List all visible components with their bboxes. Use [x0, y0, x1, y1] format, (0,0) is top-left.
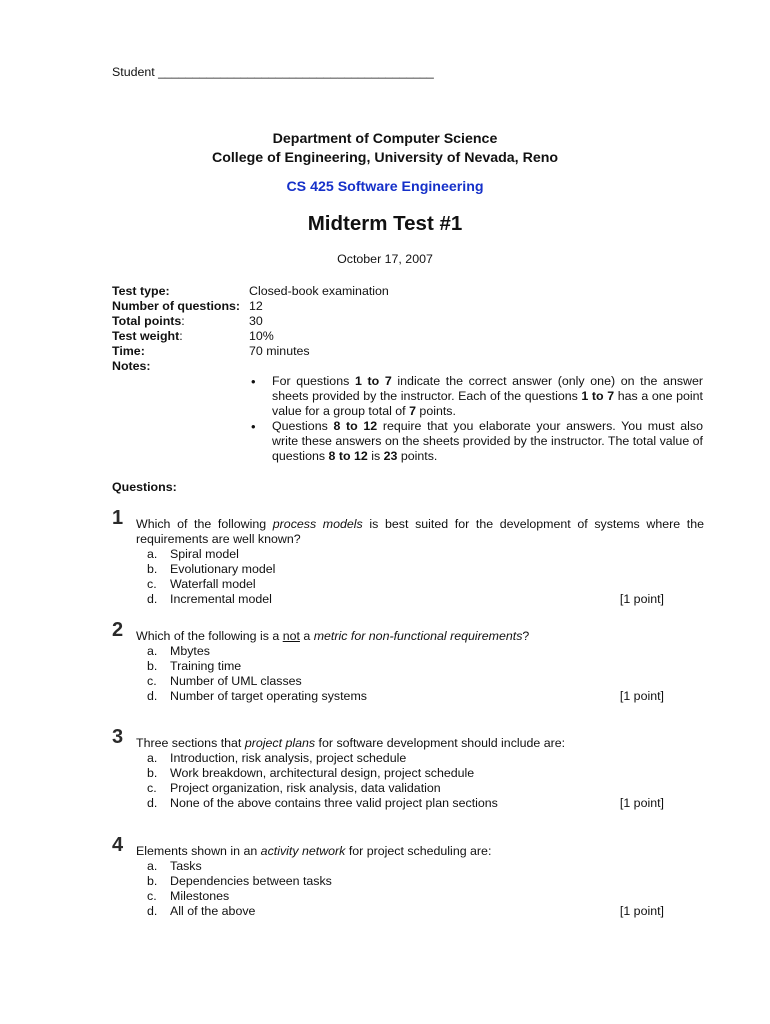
notes-label: Notes:: [112, 359, 151, 373]
question-text-part: is best suited for the development of systems where the requirements are well known?: [136, 517, 705, 546]
note-text: has a one point value for a group total of: [272, 389, 703, 418]
option-letter: d.: [147, 904, 158, 918]
question-number: 1: [112, 507, 124, 529]
question-text-part: for project scheduling are:: [345, 844, 492, 858]
student-name-line: Student ________________________________________: [112, 65, 434, 79]
option-letter: c.: [147, 674, 157, 688]
option-letter: d.: [147, 592, 158, 606]
answer-options: [147, 859, 704, 919]
question-number: 3: [112, 726, 124, 748]
colon: :: [179, 329, 183, 343]
option-letter: b.: [147, 766, 158, 780]
option-letter: a.: [147, 644, 158, 658]
num-questions-label: Number of questions:: [112, 299, 241, 313]
test-type-value: Closed-book examination: [249, 284, 389, 298]
answer-options: [147, 751, 704, 811]
note-bold: 1 to 7: [581, 389, 615, 403]
note-text: For questions: [272, 374, 355, 388]
time-label: Time:: [112, 344, 145, 358]
answer-option: [147, 889, 704, 904]
option-text: Work breakdown, architectural design, project schedule: [170, 766, 475, 780]
option-letter: b.: [147, 659, 158, 673]
option-text: Waterfall model: [170, 577, 256, 591]
answer-option: [147, 562, 704, 577]
question-underline: not: [282, 629, 300, 643]
bullet-icon: •: [251, 419, 256, 434]
answer-option: [147, 781, 704, 796]
question-text-part: Three sections that: [136, 736, 245, 750]
answer-options: [147, 547, 704, 607]
document-header: [0, 130, 770, 168]
answer-option: [147, 751, 704, 766]
note-text: indicate the correct answer (only one) on the answer sheets provided by the instructor. Each of the questions: [272, 374, 703, 403]
option-text: Evolutionary model: [170, 562, 276, 576]
points-label: [1 point]: [619, 904, 664, 918]
time-value: 70 minutes: [249, 344, 310, 358]
option-text: Incremental model: [170, 592, 272, 606]
option-text: Introduction, risk analysis, project schedule: [170, 751, 407, 765]
test-weight-label: [112, 329, 183, 344]
option-letter: b.: [147, 874, 158, 888]
option-text: Mbytes: [170, 644, 210, 658]
note-bold: 23: [383, 449, 398, 463]
question-number: 2: [112, 619, 124, 641]
test-type-label: Test type:: [112, 284, 170, 298]
notes-list: [248, 374, 703, 464]
note-item: [248, 419, 703, 464]
colon: :: [181, 314, 185, 328]
option-text: None of the above contains three valid project plan sections: [170, 796, 498, 810]
points-label: [1 point]: [619, 689, 664, 703]
question-text: [136, 517, 704, 547]
note-bold: 1 to 7: [354, 374, 392, 388]
page-title: Midterm Test #1: [307, 212, 463, 235]
points-label: [1 point]: [619, 592, 664, 606]
note-text: points.: [397, 449, 438, 463]
option-letter: c.: [147, 889, 157, 903]
option-letter: d.: [147, 689, 158, 703]
question-emphasis: process models: [272, 517, 363, 531]
note-bold: 8 to 12: [333, 419, 378, 433]
question-emphasis: project plans: [244, 736, 316, 750]
answer-option: [147, 577, 704, 592]
option-text: Training time: [170, 659, 242, 673]
option-text: All of the above: [170, 904, 256, 918]
question-text-part: ?: [522, 629, 530, 643]
course-title: CS 425 Software Engineering: [286, 179, 484, 195]
question-text-part: for software development should include are:: [315, 736, 566, 750]
option-letter: c.: [147, 781, 157, 795]
total-points-label: [112, 314, 185, 329]
question-text-part: Which of the following is a: [136, 629, 283, 643]
total-points-value: 30: [249, 314, 263, 328]
option-letter: d.: [147, 796, 158, 810]
question-emphasis: activity network: [260, 844, 346, 858]
question-2: [112, 619, 704, 704]
note-text: Questions: [272, 419, 334, 433]
option-text: Tasks: [170, 859, 202, 873]
option-text: Number of target operating systems: [170, 689, 367, 703]
answer-option: [147, 904, 704, 919]
test-weight-value: 10%: [249, 329, 274, 343]
note-text: require that you elaborate your answers. You must also write these answers on the sheets provided by the instructor. The total value of questions: [272, 419, 703, 463]
option-letter: a.: [147, 859, 158, 873]
answer-option: [147, 796, 704, 811]
option-text: Milestones: [170, 889, 230, 903]
questions-heading: Questions:: [112, 480, 177, 494]
num-questions-value: 12: [249, 299, 263, 313]
option-letter: a.: [147, 547, 158, 561]
answer-option: [147, 547, 704, 562]
question-text-part: Elements shown in an: [136, 844, 261, 858]
answer-option: [147, 659, 704, 674]
college-name: College of Engineering, University of Nevada, Reno: [211, 150, 559, 166]
option-letter: c.: [147, 577, 157, 591]
option-letter: a.: [147, 751, 158, 765]
answer-option: [147, 874, 704, 889]
question-1: [112, 507, 705, 607]
answer-option: [147, 592, 704, 607]
option-text: Project organization, risk analysis, data validation: [170, 781, 441, 795]
question-text-part: a: [299, 629, 314, 643]
question-4: [112, 834, 704, 919]
question-number: 4: [112, 834, 124, 856]
answer-option: [147, 766, 704, 781]
answer-option: [147, 859, 704, 874]
question-text: [136, 844, 704, 859]
option-text: Spiral model: [170, 547, 239, 561]
test-weight-label-text: Test weight: [112, 329, 180, 343]
question-emphasis: metric for non-functional requirements: [313, 629, 523, 643]
question-text: [136, 629, 704, 644]
option-text: Number of UML classes: [170, 674, 302, 688]
option-letter: b.: [147, 562, 158, 576]
answer-option: [147, 674, 704, 689]
points-label: [1 point]: [619, 796, 664, 810]
total-points-label-text: Total points: [112, 314, 182, 328]
department-name: Department of Computer Science: [272, 131, 498, 147]
answer-options: [147, 644, 704, 704]
question-3: [112, 726, 704, 811]
question-text-part: Which of the following: [136, 517, 273, 531]
note-bold: 8 to 12: [328, 449, 368, 463]
answer-option: [147, 689, 704, 704]
note-text: is: [367, 449, 384, 463]
answer-option: [147, 644, 704, 659]
bullet-icon: •: [251, 374, 256, 389]
note-item: [248, 374, 703, 419]
note-text: points.: [415, 404, 456, 418]
option-text: Dependencies between tasks: [170, 874, 332, 888]
test-date: October 17, 2007: [337, 252, 433, 266]
question-text: [136, 736, 704, 751]
note-bold: 7: [409, 404, 416, 418]
